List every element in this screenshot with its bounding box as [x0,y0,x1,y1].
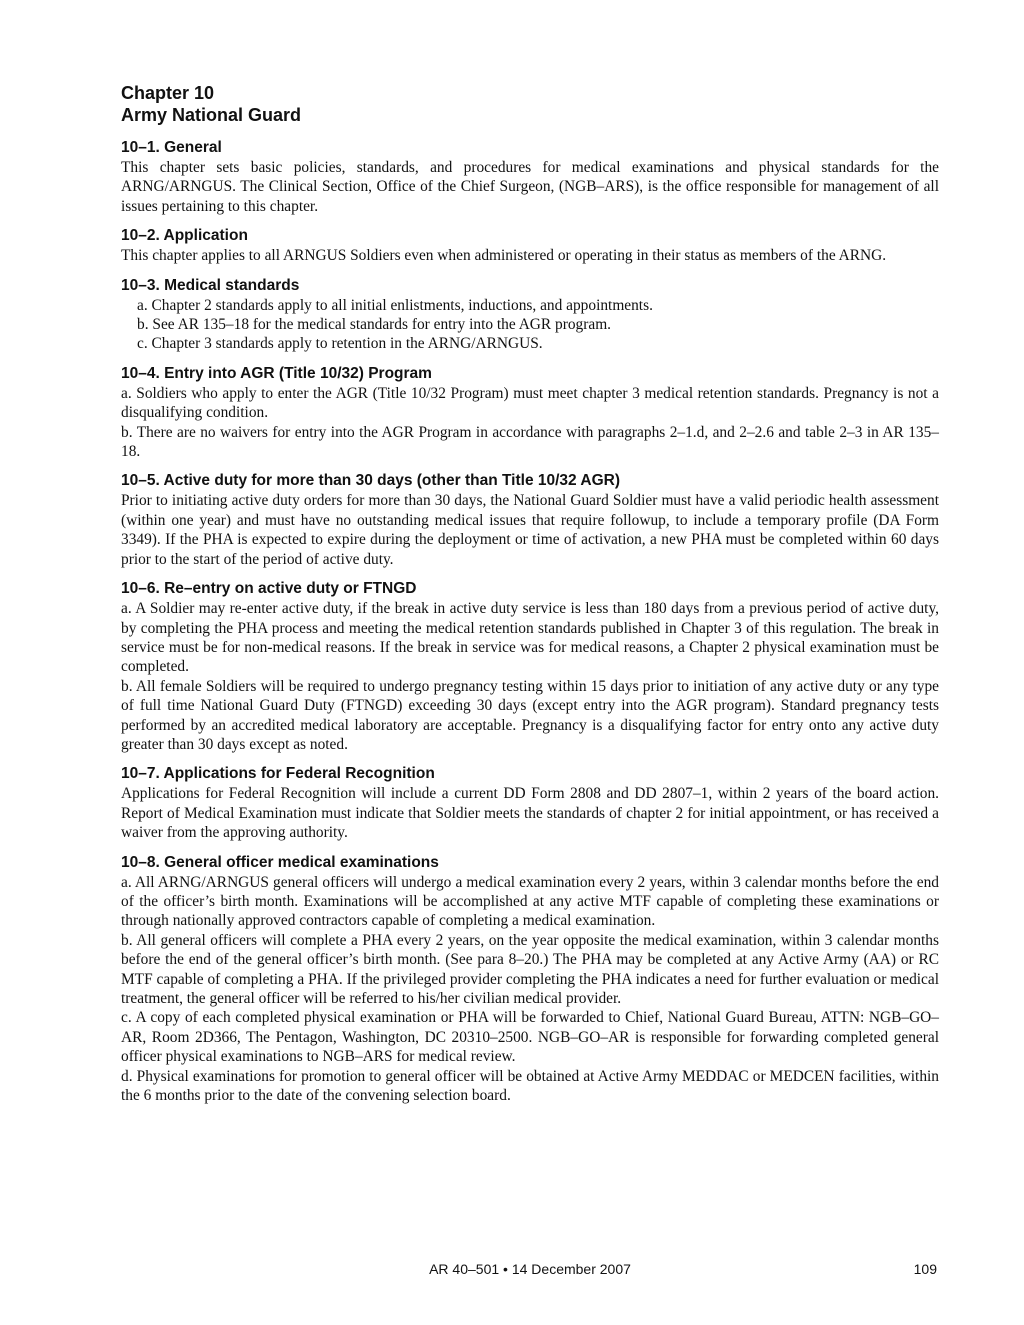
section [121,764,939,842]
paragraph: c. Chapter 3 standards apply to retention in the ARNG/ARNGUS. [137,335,543,353]
paragraph: a. Soldiers who apply to enter the AGR (Title 10/32 Program) must meet chapter 3 medical retention standards. Pregnancy is not a disqualifying condition. [121,384,939,422]
section [121,364,939,462]
paragraph: This chapter sets basic policies, standards, and procedures for medical examinations and physical standards for the ARNG/ARNGUS. The Clinical Section, Office of the Chief Surgeon, (NGB–ARS), is the office responsible for management of all issues pertaining to this chapter. [121,159,939,215]
paragraph: This chapter applies to all ARNGUS Soldiers even when administered or operating in their status as members of the ARNG. [121,247,887,265]
section-heading: 10–1. General [121,139,222,156]
section [121,276,939,354]
paragraph: c. A copy of each completed physical examination or PHA will be forwarded to Chief, National Guard Bureau, ATTN: NGB–GO–AR, Room 2D366, The Pentagon, Washington, DC 20310–2500. NGB–GO–AR is responsible for forwarding completed general officer physical examinations to NGB–ARS for medical review. [121,1009,939,1066]
paragraph: a. Chapter 2 standards apply to all initial enlistments, inductions, and appointments. [137,296,653,314]
section-heading: 10–8. General officer medical examinations [121,853,439,871]
page-number: 109 [913,1261,937,1277]
paragraph: d. Physical examinations for promotion to general officer will be obtained at Active Army MEDDAC or MEDCEN facilities, within the 6 months prior to the date of the convening selection board. [121,1067,939,1105]
section [121,226,939,265]
section-heading: 10–3. Medical standards [121,276,300,294]
chapter-title: Army National Guard [121,105,302,125]
paragraph: Prior to initiating active duty orders for more than 30 days, the National Guard Soldier must have a valid periodic health assessment (within one year) and must have no outstanding medical issues that require followup, to include a temporary profile (DA Form 3349). If the PHA is expected to expire during the deployment or time of activation, a new PHA must be completed within 60 days prior to the start of the period of active duty. [121,492,939,568]
section-heading: 10–5. Active duty for more than 30 days (other than Title 10/32 AGR) [121,472,621,490]
paragraph: Applications for Federal Recognition will include a current DD Form 2808 and DD 2807–1, within 2 years of the board action. Report of Medical Examination must indicate that Soldier meets the standards of chapter 2 for initial appointment, or has received a waiver from the approving authority. [121,785,939,842]
section-heading: 10–4. Entry into AGR (Title 10/32) Program [121,364,432,382]
sections-container [121,138,939,1105]
section [121,138,939,216]
section-heading: 10–6. Re–entry on active duty or FTNGD [121,580,417,598]
paragraph: a. All ARNG/ARNGUS general officers will undergo a medical examination every 2 years, within 3 calendar months before the end of the officer’s birth month. Examinations will be accomplished at any active MTF capable of completing these examinations or through nationally approved contractors capable of completing a medical examination. [121,873,939,930]
footer-document-id: AR 40–501 • 14 December 2007 [429,1261,631,1277]
paragraph: b. There are no waivers for entry into the AGR Program in accordance with paragraphs 2–1.d, and 2–2.6 and table 2–3 in AR 135–18. [121,423,939,461]
paragraph: b. See AR 135–18 for the medical standards for entry into the AGR program. [137,316,612,334]
paragraph: b. All general officers will complete a PHA every 2 years, on the year opposite the medical examination, within 3 calendar months before the end of the general officer’s birth month. (See para 8–20.) The PHA may be completed at any Active Army (AA) or RC MTF capable of completing a PHA. If the privileged provider completing the PHA indicates a need for further evaluation or medical treatment, the general officer will be referred to his/her civilian medical provider. [121,931,939,1007]
section [121,579,939,754]
section-heading: 10–7. Applications for Federal Recognition [121,765,435,783]
paragraph: b. All female Soldiers will be required to undergo pregnancy testing within 15 days prior to initiation of any active duty or any type of full time National Guard Duty (FTNGD) exceeding 30 days (except entry into the AGR program). Standard pregnancy tests performed by an accredited medical laboratory are acceptable. Pregnancy is a disqualifying factor for entry onto any active duty greater than 30 days except as noted. [121,677,939,753]
section [121,853,939,1106]
document-page [121,82,939,1105]
section-heading: 10–2. Application [121,227,248,245]
chapter-number: Chapter 10 [121,83,215,103]
paragraph: a. A Soldier may re-enter active duty, if the break in active duty service is less than 180 days from a previous period of active duty, by completing the PHA process and meeting the medical retention standards published in Chapter 3 of this regulation. The break in service must be for non-medical reasons. If the break in service was for medical reasons, a Chapter 2 physical examination must be completed. [121,600,939,676]
section [121,471,939,569]
